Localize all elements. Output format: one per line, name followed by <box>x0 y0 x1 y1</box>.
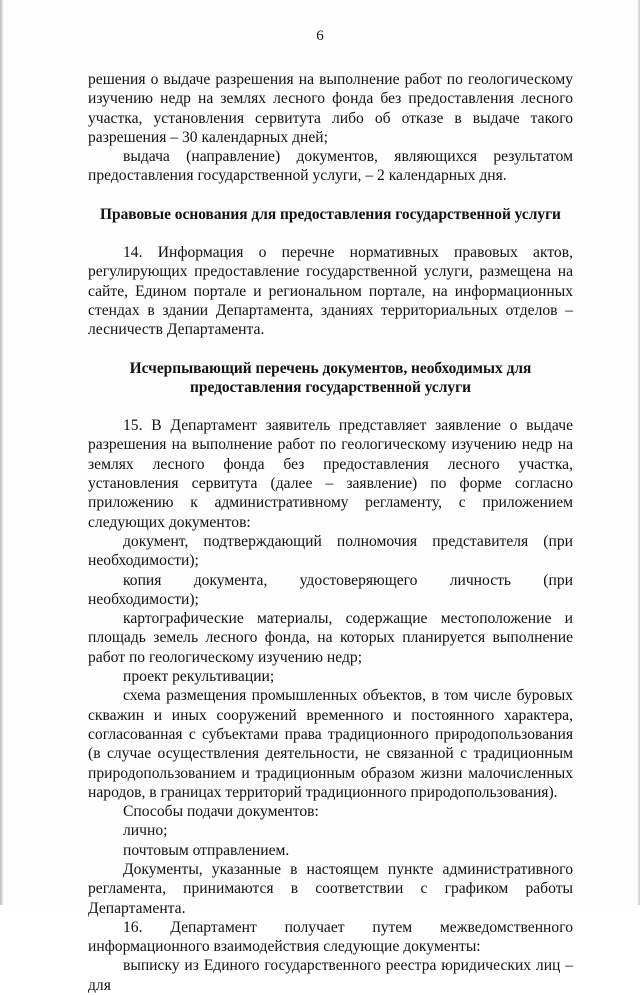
paragraph-submission-methods: Способы подачи документов: <box>123 803 319 821</box>
paragraph-15: 15. В Департамент заявитель представляет заявление о выдаче разрешения на выполнение работ по геологическому изучению недр на землях лесного фонда без предоставления лесного участка, установления сервитута (далее – заявление) по форме согласно приложению к административному регламенту, с приложением следующих документов: <box>88 417 573 531</box>
list-item-reclamation-project: проект рекультивации; <box>123 668 275 686</box>
page-shadow-left <box>0 0 4 905</box>
document-body <box>88 70 573 995</box>
section-heading-documents-line1: Исчерпывающий перечень документов, необходимых для <box>129 359 532 377</box>
section-heading-documents <box>88 359 573 398</box>
list-item-by-mail: почтовым отправлением. <box>123 841 290 859</box>
paragraph-14: 14. Информация о перечне нормативных правовых актов, регулирующих предоставление государственной услуги, размещена на сайте, Едином портале и региональном портале, на информационных стендах в здании Департамента, зданиях территориальных отделов – лесничеств Департамента. <box>88 244 573 339</box>
list-item-cartographic-materials: картографические материалы, содержащие местоположение и площадь земель лесного фонда, на которых планируется выполнение работ по геологическому изучению недр; <box>88 610 573 666</box>
paragraph-issuance-term: выдача (направление) документов, являющихся результатом предоставления государственной услуги, – 2 календарных дня. <box>88 148 573 185</box>
paragraph-decision-term: решения о выдаче разрешения на выполнение работ по геологическому изучению недр на землях лесного фонда без предоставления лесного участка, установления сервитута либо об отказе в выдаче такого разрешения – 30 календарных дней; <box>88 71 573 146</box>
section-heading-legal-basis: Правовые основания для предоставления государственной услуги <box>100 205 561 223</box>
page-number: 6 <box>316 28 324 44</box>
paragraph-registry-extract: выписку из Единого государственного реестра юридических лиц – для <box>88 957 573 994</box>
list-item-representative-document: документ, подтверждающий полномочия представителя (при необходимости); <box>88 532 573 570</box>
paragraph-16: 16. Департамент получает путем межведомственного информационного взаимодействия следующие документы: <box>88 918 573 956</box>
list-item-in-person: лично; <box>123 822 168 840</box>
section-heading-documents-line2: предоставления государственной услуги <box>190 378 471 396</box>
list-item-facilities-scheme: схема размещения промышленных объектов, в том числе буровых скважин и иных сооружений временного и постоянного характера, согласованная с субъектами права традиционного природопользования (в случае осуществления деятельности, не связанной с традиционным природопользованием и традиционным образом жизни малочисленных народов, в границах территорий традиционного природопользования). <box>88 687 573 801</box>
list-item-identity-copy: копия документа, удостоверяющего личность (при необходимости); <box>88 571 573 608</box>
paragraph-acceptance-schedule: Документы, указанные в настоящем пункте административного регламента, принимаются в соответствии с графиком работы Департамента. <box>88 860 573 917</box>
